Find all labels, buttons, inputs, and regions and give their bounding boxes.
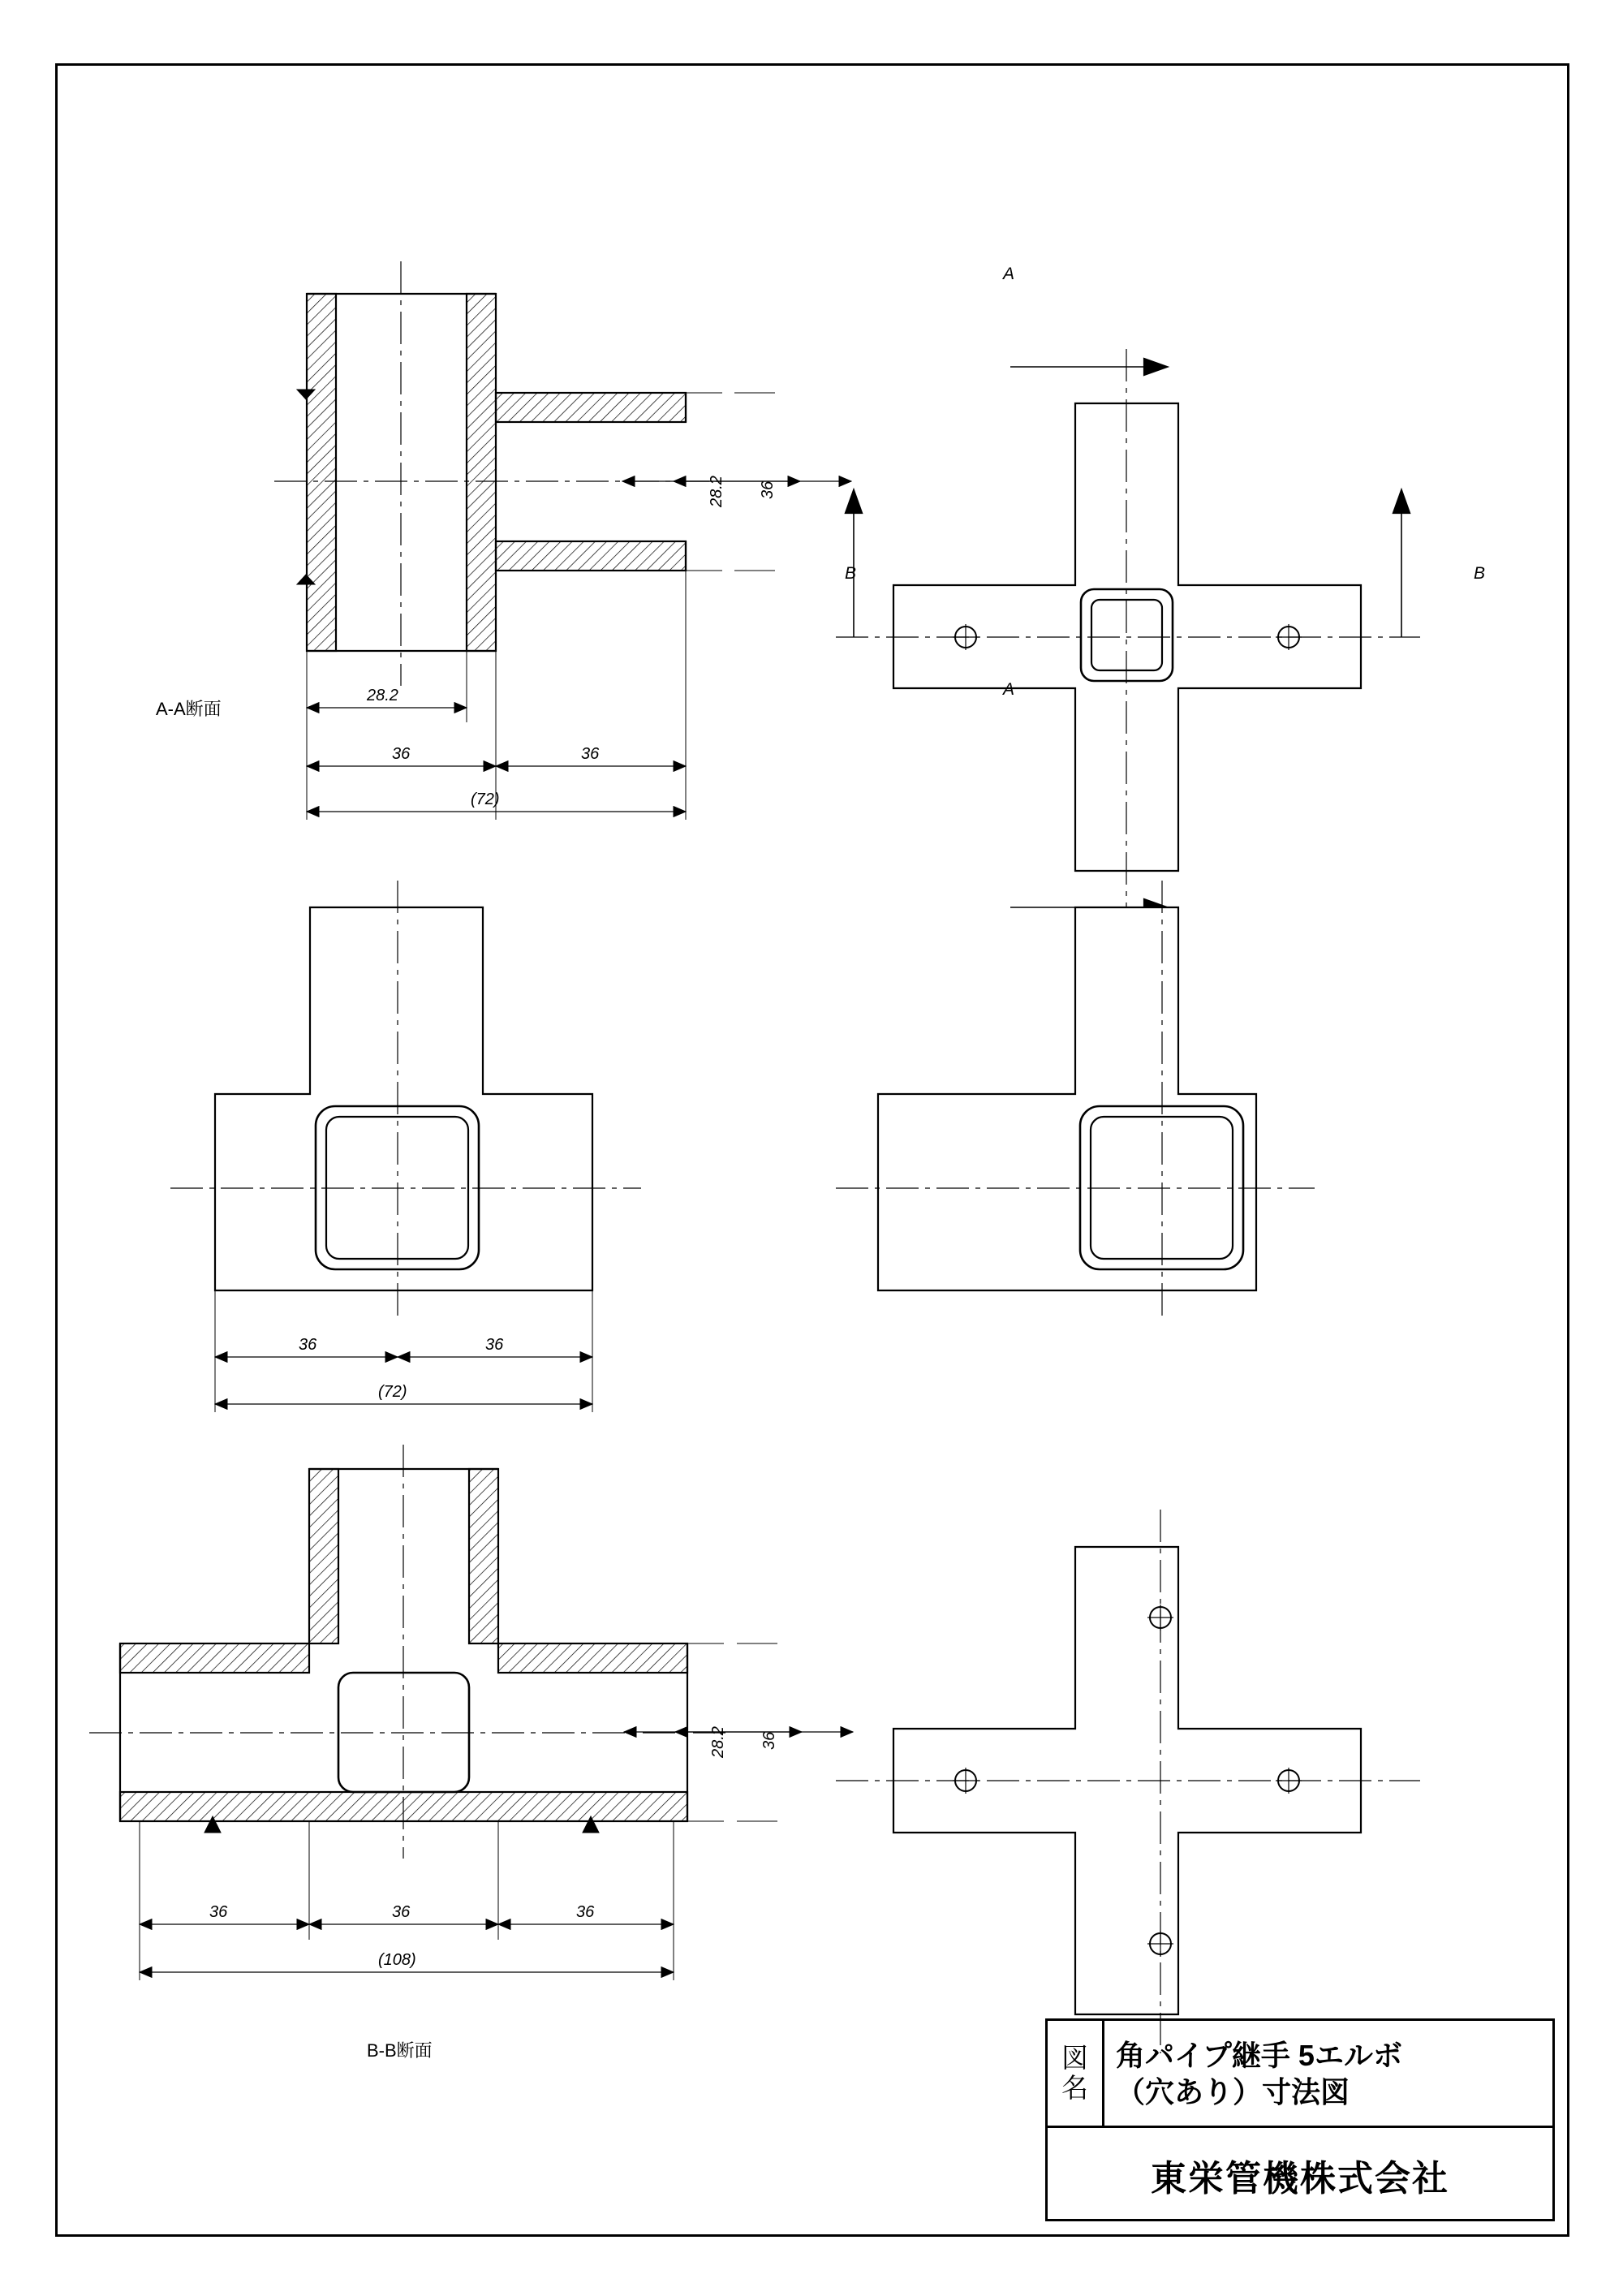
title-block [1045,2018,1555,2221]
label-section-aa: A-A断面 [156,699,222,719]
dim-bb-right-arm: 36 [576,1903,595,1921]
view-section-aa [274,261,851,820]
section-mark-b-left: B [845,564,857,583]
title-block-label [1048,2021,1104,2126]
dim-bb-outer-height: 36 [760,1731,778,1750]
dim-bb-overall: (108) [378,1951,416,1969]
section-mark-a-bottom: A [1003,680,1015,699]
dim-aa-inner-width: 28.2 [367,687,398,704]
view-section-bb [89,1445,853,1980]
title-block-label-line1: 図 [1061,2042,1088,2073]
dim-front-left-arm: 36 [299,1336,317,1354]
dim-front-right-arm: 36 [485,1336,504,1354]
section-mark-a-top: A [1003,265,1015,283]
view-front [170,881,641,1412]
dim-aa-right-arm: 36 [581,745,600,763]
title-block-name [1104,2021,1552,2126]
title-block-label-line2: 名 [1061,2072,1088,2103]
dim-aa-left-arm: 36 [392,745,411,763]
section-mark-b-right: B [1474,564,1486,583]
dim-front-overall: (72) [378,1383,407,1401]
dim-bb-inner-height: 28.2 [709,1726,727,1758]
dim-aa-overall: (72) [471,790,500,808]
drawing-name-line2: （穴あり）寸法図 [1116,2074,1350,2109]
dim-bb-left-arm: 36 [209,1903,228,1921]
label-section-bb: B-B断面 [367,2040,433,2061]
view-bottom [836,1510,1420,2053]
dim-bb-center: 36 [392,1903,411,1921]
view-top [836,349,1420,925]
drawing-name-line1: 角パイプ継手 5エルボ [1116,2038,1402,2072]
dim-aa-inner-height: 28.2 [708,476,725,507]
title-block-upper [1048,2021,1552,2128]
view-side [836,881,1315,1319]
company-name: 東栄管機株式会社 [1151,2158,1449,2199]
dim-aa-outer-height: 36 [759,480,777,499]
